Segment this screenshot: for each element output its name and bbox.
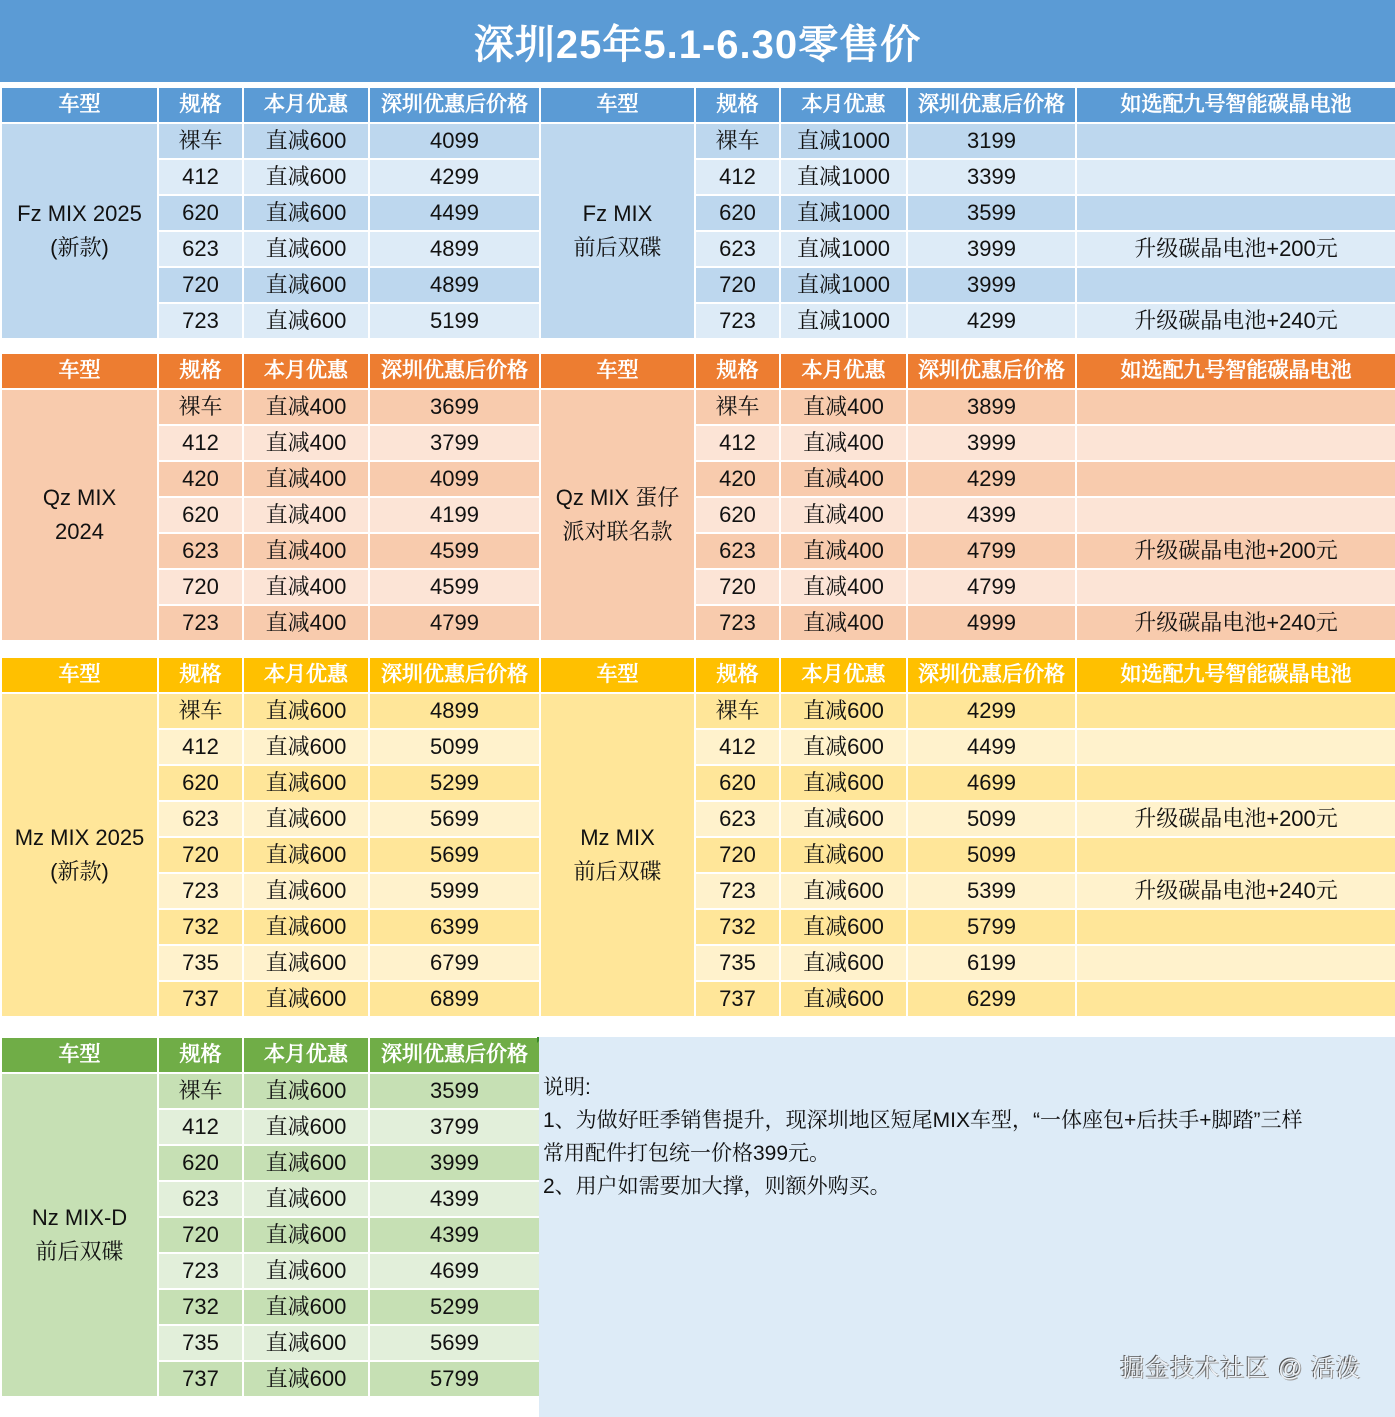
spec-cell: 裸车	[695, 693, 780, 729]
header-spec: 规格	[158, 657, 243, 693]
table-row	[1, 303, 1395, 339]
price-cell: 6199	[907, 945, 1076, 981]
header-price: 深圳优惠后价格	[369, 87, 540, 123]
discount-cell: 直减600	[243, 801, 369, 837]
price-cell: 3999	[369, 1145, 540, 1181]
model-variant: 前后双碟	[573, 859, 662, 884]
price-cell: 4899	[369, 231, 540, 267]
table-row	[1, 765, 1395, 801]
battery-upgrade-cell	[1076, 981, 1395, 1017]
spec-cell: 裸车	[695, 123, 780, 159]
price-cell: 4299	[369, 159, 540, 195]
spec-cell: 737	[158, 1361, 243, 1397]
discount-cell: 直减600	[243, 159, 369, 195]
header-battery: 如选配九号智能碳晶电池	[1076, 657, 1395, 693]
discount-cell: 直减600	[243, 303, 369, 339]
battery-upgrade-cell	[1076, 425, 1395, 461]
price-cell: 3999	[907, 231, 1076, 267]
price-cell: 6799	[369, 945, 540, 981]
price-cell: 4399	[907, 497, 1076, 533]
header-discount: 本月优惠	[243, 87, 369, 123]
price-cell: 6899	[369, 981, 540, 1017]
model-variant: (新款)	[50, 235, 109, 260]
discount-cell: 直减600	[243, 1073, 369, 1109]
discount-cell: 直减1000	[780, 231, 907, 267]
price-cell: 4599	[369, 533, 540, 569]
discount-cell: 直减600	[243, 231, 369, 267]
discount-cell: 直减400	[243, 569, 369, 605]
price-cell: 4099	[369, 123, 540, 159]
table-row	[1, 981, 1395, 1017]
price-cell: 4699	[907, 765, 1076, 801]
table-row	[1, 123, 1395, 159]
discount-cell: 直减600	[780, 945, 907, 981]
model-variant: 前后双碟	[35, 1239, 124, 1264]
discount-cell: 直减600	[243, 1325, 369, 1361]
spec-cell: 720	[158, 1217, 243, 1253]
spec-cell: 裸车	[695, 389, 780, 425]
header-discount: 本月优惠	[243, 353, 369, 389]
section-nz-mix	[0, 1036, 541, 1398]
header-discount: 本月优惠	[780, 657, 907, 693]
price-cell: 4599	[369, 569, 540, 605]
discount-cell: 直减400	[243, 605, 369, 641]
price-cell: 4799	[369, 605, 540, 641]
model-variant: (新款)	[50, 859, 109, 884]
price-cell: 5299	[369, 1289, 540, 1325]
price-cell: 3799	[369, 1109, 540, 1145]
header-model: 车型	[1, 657, 158, 693]
battery-upgrade-cell	[1076, 765, 1395, 801]
price-cell: 4399	[369, 1217, 540, 1253]
battery-upgrade-cell: 升级碳晶电池+200元	[1076, 801, 1395, 837]
spec-cell: 412	[695, 425, 780, 461]
spec-cell: 735	[158, 1325, 243, 1361]
battery-upgrade-cell	[1076, 195, 1395, 231]
price-cell: 5099	[907, 837, 1076, 873]
spec-cell: 735	[158, 945, 243, 981]
discount-cell: 直减400	[780, 569, 907, 605]
discount-cell: 直减400	[780, 533, 907, 569]
discount-cell: 直减600	[243, 1145, 369, 1181]
spec-cell: 620	[158, 195, 243, 231]
discount-cell: 直减600	[243, 1361, 369, 1397]
model-name-cell	[1, 389, 158, 641]
price-cell: 6399	[369, 909, 540, 945]
model-name-cell	[1, 693, 158, 1017]
model-name-cell	[1, 1073, 158, 1397]
discount-cell: 直减600	[243, 1217, 369, 1253]
battery-upgrade-cell	[1076, 945, 1395, 981]
spec-cell: 420	[695, 461, 780, 497]
table-row	[1, 533, 1395, 569]
price-cell: 5399	[907, 873, 1076, 909]
notes-line-2: 常用配件打包统一价格399元。	[543, 1142, 831, 1165]
header-price: 深圳优惠后价格	[369, 657, 540, 693]
header-model: 车型	[1, 353, 158, 389]
header-battery: 如选配九号智能碳晶电池	[1076, 353, 1395, 389]
model-name: Fz MIX 2025	[17, 201, 142, 226]
header-spec: 规格	[158, 87, 243, 123]
spec-cell: 720	[695, 837, 780, 873]
header-row	[1, 657, 1395, 693]
price-cell: 3699	[369, 389, 540, 425]
table-row	[1, 909, 1395, 945]
battery-upgrade-cell: 升级碳晶电池+200元	[1076, 533, 1395, 569]
spec-cell: 720	[158, 837, 243, 873]
header-price: 深圳优惠后价格	[907, 353, 1076, 389]
spec-cell: 620	[158, 497, 243, 533]
header-discount: 本月优惠	[243, 657, 369, 693]
battery-upgrade-cell	[1076, 909, 1395, 945]
spec-cell: 737	[158, 981, 243, 1017]
spec-cell: 720	[158, 267, 243, 303]
battery-upgrade-cell: 升级碳晶电池+200元	[1076, 231, 1395, 267]
section-mz-mix	[0, 656, 1395, 1018]
discount-cell: 直减400	[243, 425, 369, 461]
spec-cell: 620	[695, 765, 780, 801]
price-cell: 6299	[907, 981, 1076, 1017]
discount-cell: 直减600	[243, 123, 369, 159]
spec-cell: 裸车	[158, 123, 243, 159]
discount-cell: 直减600	[243, 1253, 369, 1289]
spec-cell: 723	[695, 873, 780, 909]
price-cell: 3199	[907, 123, 1076, 159]
price-cell: 3999	[907, 425, 1076, 461]
header-price: 深圳优惠后价格	[369, 353, 540, 389]
spec-cell: 623	[158, 231, 243, 267]
spec-cell: 723	[695, 605, 780, 641]
table-row	[1, 801, 1395, 837]
price-cell: 4299	[907, 303, 1076, 339]
table-row	[1, 389, 1395, 425]
table-row	[1, 195, 1395, 231]
price-cell: 5299	[369, 765, 540, 801]
discount-cell: 直减600	[243, 909, 369, 945]
discount-cell: 直减400	[780, 425, 907, 461]
discount-cell: 直减600	[243, 765, 369, 801]
discount-cell: 直减600	[780, 837, 907, 873]
spec-cell: 412	[158, 729, 243, 765]
model-variant: 派对联名款	[562, 519, 673, 544]
spec-cell: 723	[695, 303, 780, 339]
model-name: Mz MIX 2025	[14, 825, 145, 850]
battery-upgrade-cell	[1076, 569, 1395, 605]
notes-panel	[539, 1037, 1395, 1417]
header-price: 深圳优惠后价格	[369, 1037, 540, 1073]
battery-upgrade-cell	[1076, 123, 1395, 159]
price-cell: 3999	[907, 267, 1076, 303]
spec-cell: 620	[158, 765, 243, 801]
header-discount: 本月优惠	[780, 353, 907, 389]
spec-cell: 623	[695, 801, 780, 837]
model-name: Qz MIX 蛋仔	[555, 485, 680, 510]
table-row	[1, 159, 1395, 195]
discount-cell: 直减600	[780, 765, 907, 801]
battery-upgrade-cell	[1076, 729, 1395, 765]
discount-cell: 直减1000	[780, 195, 907, 231]
price-cell: 5999	[369, 873, 540, 909]
price-cell: 5799	[907, 909, 1076, 945]
price-cell: 4799	[907, 533, 1076, 569]
model-name-cell	[540, 693, 695, 1017]
battery-upgrade-cell	[1076, 159, 1395, 195]
header-discount: 本月优惠	[243, 1037, 369, 1073]
discount-cell: 直减600	[780, 729, 907, 765]
model-variant: 前后双碟	[573, 235, 662, 260]
discount-cell: 直减600	[243, 837, 369, 873]
spec-cell: 723	[158, 873, 243, 909]
discount-cell: 直减400	[243, 497, 369, 533]
watermark: 掘金技术社区 @ 活泼	[1120, 1355, 1361, 1382]
table-row	[1, 945, 1395, 981]
discount-cell: 直减400	[780, 605, 907, 641]
table-row	[1, 605, 1395, 641]
price-cell: 5199	[369, 303, 540, 339]
discount-cell: 直减400	[243, 461, 369, 497]
header-model: 车型	[540, 353, 695, 389]
spec-cell: 723	[158, 605, 243, 641]
spec-cell: 720	[158, 569, 243, 605]
discount-cell: 直减600	[780, 693, 907, 729]
header-model: 车型	[1, 87, 158, 123]
discount-cell: 直减400	[243, 389, 369, 425]
table-row	[1, 425, 1395, 461]
price-cell: 4799	[907, 569, 1076, 605]
page-title: 深圳25年5.1-6.30零售价	[0, 0, 1395, 85]
price-cell: 4499	[907, 729, 1076, 765]
discount-cell: 直减400	[780, 497, 907, 533]
model-name-cell	[540, 123, 695, 339]
battery-upgrade-cell: 升级碳晶电池+240元	[1076, 605, 1395, 641]
table-row	[1, 231, 1395, 267]
price-cell: 5099	[907, 801, 1076, 837]
spec-cell: 623	[695, 231, 780, 267]
discount-cell: 直减400	[780, 389, 907, 425]
model-name: Fz MIX	[582, 201, 653, 226]
spec-cell: 412	[158, 159, 243, 195]
price-cell: 3799	[369, 425, 540, 461]
table-row	[1, 497, 1395, 533]
discount-cell: 直减600	[243, 1181, 369, 1217]
spec-cell: 720	[695, 569, 780, 605]
price-cell: 5699	[369, 801, 540, 837]
discount-cell: 直减1000	[780, 303, 907, 339]
model-variant: 2024	[55, 519, 104, 544]
spec-cell: 623	[158, 533, 243, 569]
spec-cell: 412	[158, 1109, 243, 1145]
header-price: 深圳优惠后价格	[907, 657, 1076, 693]
price-cell: 4099	[369, 461, 540, 497]
table-row	[1, 1073, 540, 1109]
price-cell: 3899	[907, 389, 1076, 425]
discount-cell: 直减600	[243, 729, 369, 765]
spec-cell: 裸车	[158, 1073, 243, 1109]
header-spec: 规格	[695, 657, 780, 693]
header-model: 车型	[540, 657, 695, 693]
spec-cell: 420	[158, 461, 243, 497]
discount-cell: 直减1000	[780, 159, 907, 195]
battery-upgrade-cell: 升级碳晶电池+240元	[1076, 873, 1395, 909]
model-name: Nz MIX-D	[31, 1205, 128, 1230]
discount-cell: 直减600	[243, 981, 369, 1017]
discount-cell: 直减600	[780, 801, 907, 837]
price-cell: 5099	[369, 729, 540, 765]
price-cell: 3399	[907, 159, 1076, 195]
spec-cell: 裸车	[158, 389, 243, 425]
section-fz-mix	[0, 86, 1395, 340]
price-cell: 4699	[369, 1253, 540, 1289]
price-cell: 4199	[369, 497, 540, 533]
spec-cell: 620	[695, 497, 780, 533]
price-cell: 5699	[369, 837, 540, 873]
discount-cell: 直减1000	[780, 267, 907, 303]
spec-cell: 723	[158, 1253, 243, 1289]
discount-cell: 直减400	[780, 461, 907, 497]
price-cell: 4499	[369, 195, 540, 231]
price-cell: 4299	[907, 461, 1076, 497]
model-name-cell	[1, 123, 158, 339]
price-cell: 5699	[369, 1325, 540, 1361]
discount-cell: 直减600	[243, 267, 369, 303]
notes-line-3: 2、用户如需要加大撑，则额外购买。	[543, 1175, 891, 1198]
discount-cell: 直减600	[243, 195, 369, 231]
price-cell: 4399	[369, 1181, 540, 1217]
spec-cell: 620	[158, 1145, 243, 1181]
price-cell: 3599	[907, 195, 1076, 231]
price-cell: 4899	[369, 267, 540, 303]
battery-upgrade-cell	[1076, 267, 1395, 303]
discount-cell: 直减600	[780, 981, 907, 1017]
price-cell: 4899	[369, 693, 540, 729]
spec-cell: 623	[158, 1181, 243, 1217]
table-row	[1, 837, 1395, 873]
notes-line-1: 1、为做好旺季销售提升，现深圳地区短尾MIX车型，“一体座包+后扶手+脚踏”三样	[543, 1109, 1303, 1132]
model-name: Qz MIX	[42, 485, 117, 510]
battery-upgrade-cell	[1076, 497, 1395, 533]
spec-cell: 732	[695, 909, 780, 945]
price-cell: 3599	[369, 1073, 540, 1109]
discount-cell: 直减600	[243, 945, 369, 981]
spec-cell: 412	[695, 159, 780, 195]
table-row	[1, 693, 1395, 729]
battery-upgrade-cell	[1076, 461, 1395, 497]
table-row	[1, 461, 1395, 497]
header-battery: 如选配九号智能碳晶电池	[1076, 87, 1395, 123]
spec-cell: 732	[158, 909, 243, 945]
spec-cell: 623	[158, 801, 243, 837]
battery-upgrade-cell	[1076, 389, 1395, 425]
discount-cell: 直减600	[243, 873, 369, 909]
spec-cell: 737	[695, 981, 780, 1017]
header-model: 车型	[1, 1037, 158, 1073]
header-price: 深圳优惠后价格	[907, 87, 1076, 123]
spec-cell: 620	[695, 195, 780, 231]
spec-cell: 723	[158, 303, 243, 339]
discount-cell: 直减600	[780, 909, 907, 945]
header-spec: 规格	[695, 353, 780, 389]
model-name-cell	[540, 389, 695, 641]
battery-upgrade-cell: 升级碳晶电池+240元	[1076, 303, 1395, 339]
discount-cell: 直减400	[243, 533, 369, 569]
section-qz-mix	[0, 352, 1395, 642]
battery-upgrade-cell	[1076, 837, 1395, 873]
header-spec: 规格	[158, 1037, 243, 1073]
discount-cell: 直减600	[243, 1289, 369, 1325]
header-row	[1, 353, 1395, 389]
notes-heading: 说明:	[543, 1076, 591, 1099]
battery-upgrade-cell	[1076, 693, 1395, 729]
discount-cell: 直减600	[243, 693, 369, 729]
table-row	[1, 267, 1395, 303]
table-row	[1, 873, 1395, 909]
header-row	[1, 1037, 540, 1073]
price-cell: 5799	[369, 1361, 540, 1397]
header-model: 车型	[540, 87, 695, 123]
table-row	[1, 569, 1395, 605]
spec-cell: 412	[158, 425, 243, 461]
spec-cell: 412	[695, 729, 780, 765]
header-row	[1, 87, 1395, 123]
discount-cell: 直减1000	[780, 123, 907, 159]
discount-cell: 直减600	[243, 1109, 369, 1145]
discount-cell: 直减600	[780, 873, 907, 909]
header-discount: 本月优惠	[780, 87, 907, 123]
spec-cell: 623	[695, 533, 780, 569]
header-spec: 规格	[695, 87, 780, 123]
spec-cell: 裸车	[158, 693, 243, 729]
spec-cell: 735	[695, 945, 780, 981]
spec-cell: 732	[158, 1289, 243, 1325]
header-spec: 规格	[158, 353, 243, 389]
price-cell: 4999	[907, 605, 1076, 641]
model-name: Mz MIX	[580, 825, 655, 850]
spec-cell: 720	[695, 267, 780, 303]
table-row	[1, 729, 1395, 765]
price-cell: 4299	[907, 693, 1076, 729]
